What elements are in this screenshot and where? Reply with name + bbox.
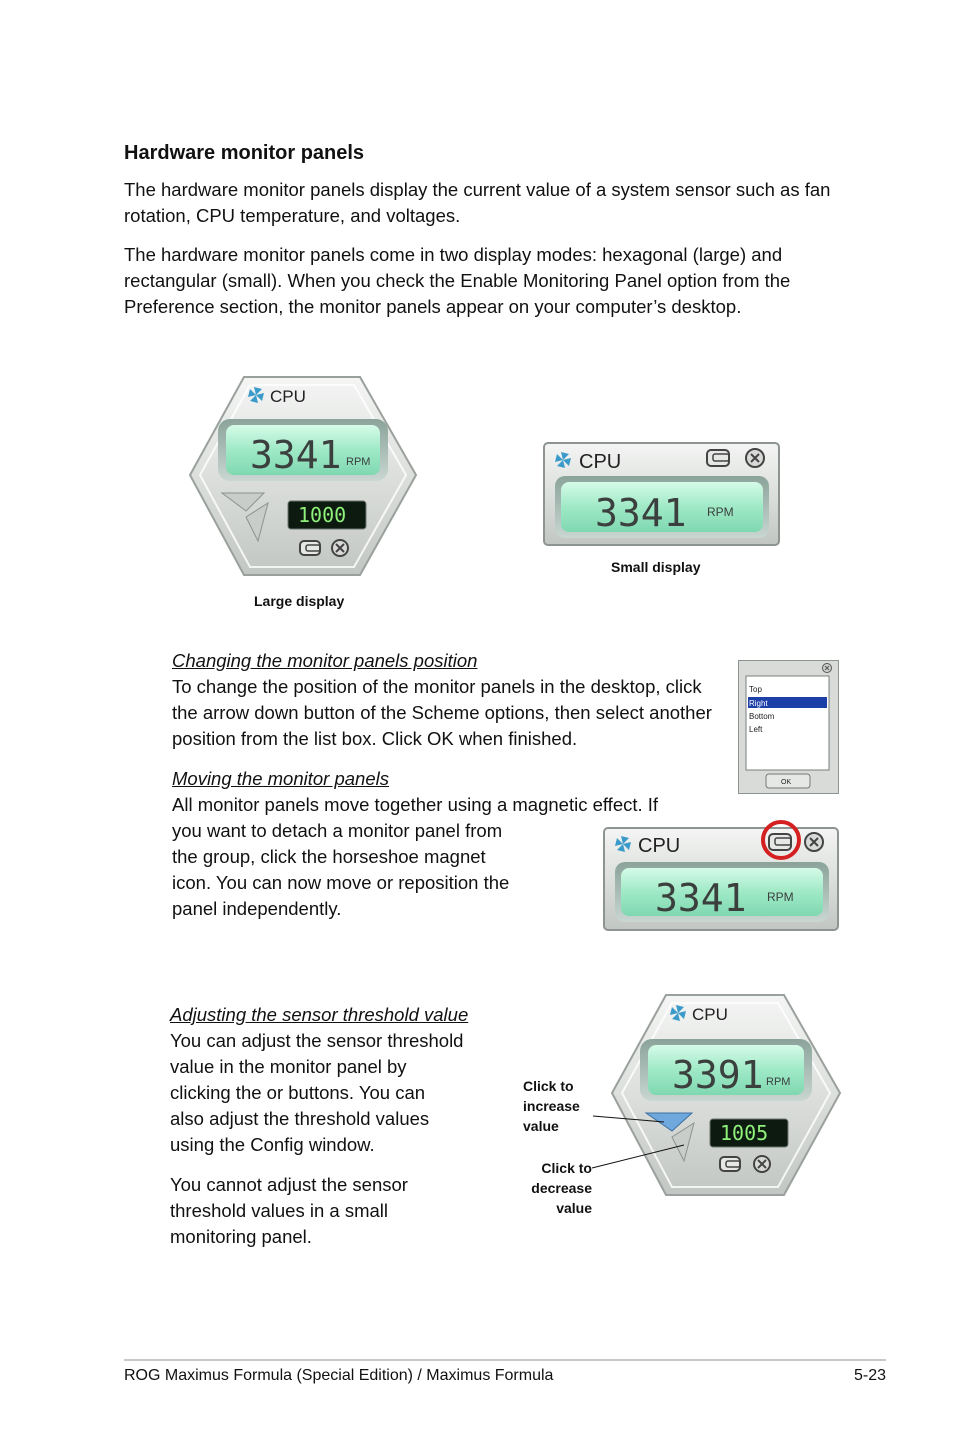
decrease-annotation — [524, 1158, 592, 1218]
increase-annotation-line: increase — [523, 1098, 580, 1114]
decrease-annotation-line: Click to — [541, 1160, 592, 1176]
rpm-unit: RPM — [707, 505, 734, 519]
threshold-section-title: Adjusting the sensor threshold value — [170, 1004, 469, 1025]
threshold-readout: 1000 — [298, 503, 347, 527]
position-section-title: Changing the monitor panels position — [172, 650, 478, 671]
decrease-annotation-line: decrease — [531, 1180, 592, 1196]
ok-button-label: OK — [781, 779, 792, 786]
increase-annotation-line: Click to — [523, 1078, 574, 1094]
rpm-readout: 3391 — [672, 1053, 764, 1097]
list-option-bottom[interactable]: Bottom — [749, 712, 775, 721]
intro-paragraph-1: The hardware monitor panels display the current value of a system sensor such as fan rotation, CPU temperature, and voltages. — [124, 179, 831, 226]
moving-body-line-3: the group, click the horseshoe magnet — [172, 846, 486, 867]
rpm-readout: 3341 — [250, 433, 342, 477]
list-option-top[interactable]: Top — [749, 685, 762, 694]
large-display-caption: Large display — [254, 593, 345, 609]
threshold-body-line-4: also adjust the threshold values — [170, 1108, 430, 1129]
footer-title: ROG Maximus Formula (Special Edition) / Maximus Formula — [124, 1367, 554, 1384]
panel-label: CPU — [270, 387, 306, 406]
rpm-readout: 3341 — [655, 876, 747, 920]
page-heading: Hardware monitor panels — [124, 142, 365, 164]
threshold-note-line-3: monitoring panel. — [170, 1226, 312, 1247]
panel-label: CPU — [579, 451, 622, 473]
moving-section-title: Moving the monitor panels — [172, 768, 389, 789]
moving-body-line-4: icon. You can now move or reposition the — [172, 872, 510, 893]
moving-body-line-5: panel independently. — [172, 898, 342, 919]
position-section-body: To change the position of the monitor panels in the desktop, click the arrow down button of the Scheme options, then select another position from the list box. Click OK when finished. — [172, 676, 712, 749]
decrease-annotation-line: value — [556, 1200, 592, 1216]
rpm-readout: 3341 — [595, 491, 687, 535]
threshold-body-line-1: You can adjust the sensor threshold — [170, 1030, 464, 1051]
intro-paragraph-2: The hardware monitor panels come in two display modes: hexagonal (large) and rectangular (small). When you check the Enable Monitoring Panel option from the Preference section, the monitor panels appear on your computer’s desktop. — [124, 244, 791, 317]
threshold-note-line-1: You cannot adjust the sensor — [170, 1174, 408, 1195]
threshold-note-line-2: threshold values in a small — [170, 1200, 388, 1221]
small-display-caption: Small display — [611, 559, 701, 575]
list-option-left[interactable]: Left — [749, 725, 763, 734]
increase-annotation-line: value — [523, 1118, 559, 1134]
rpm-unit: RPM — [767, 890, 794, 904]
threshold-body-line-2: value in the monitor panel by — [170, 1056, 407, 1077]
moving-body-line-2: you want to detach a monitor panel from — [172, 820, 503, 841]
threshold-readout: 1005 — [720, 1121, 769, 1145]
threshold-body-line-5: using the Config window. — [170, 1134, 375, 1155]
page-number: 5-23 — [853, 1367, 886, 1384]
rpm-unit: RPM — [346, 456, 371, 468]
increase-annotation — [523, 1076, 580, 1136]
moving-body-line-1: All monitor panels move together using a magnetic effect. If — [172, 794, 659, 815]
panel-label: CPU — [692, 1005, 728, 1024]
rpm-unit: RPM — [766, 1076, 791, 1088]
footer-divider — [124, 1359, 886, 1361]
threshold-body-line-3: clicking the or buttons. You can — [170, 1082, 426, 1103]
list-option-right[interactable]: Right — [749, 699, 768, 708]
panel-label: CPU — [638, 835, 681, 857]
